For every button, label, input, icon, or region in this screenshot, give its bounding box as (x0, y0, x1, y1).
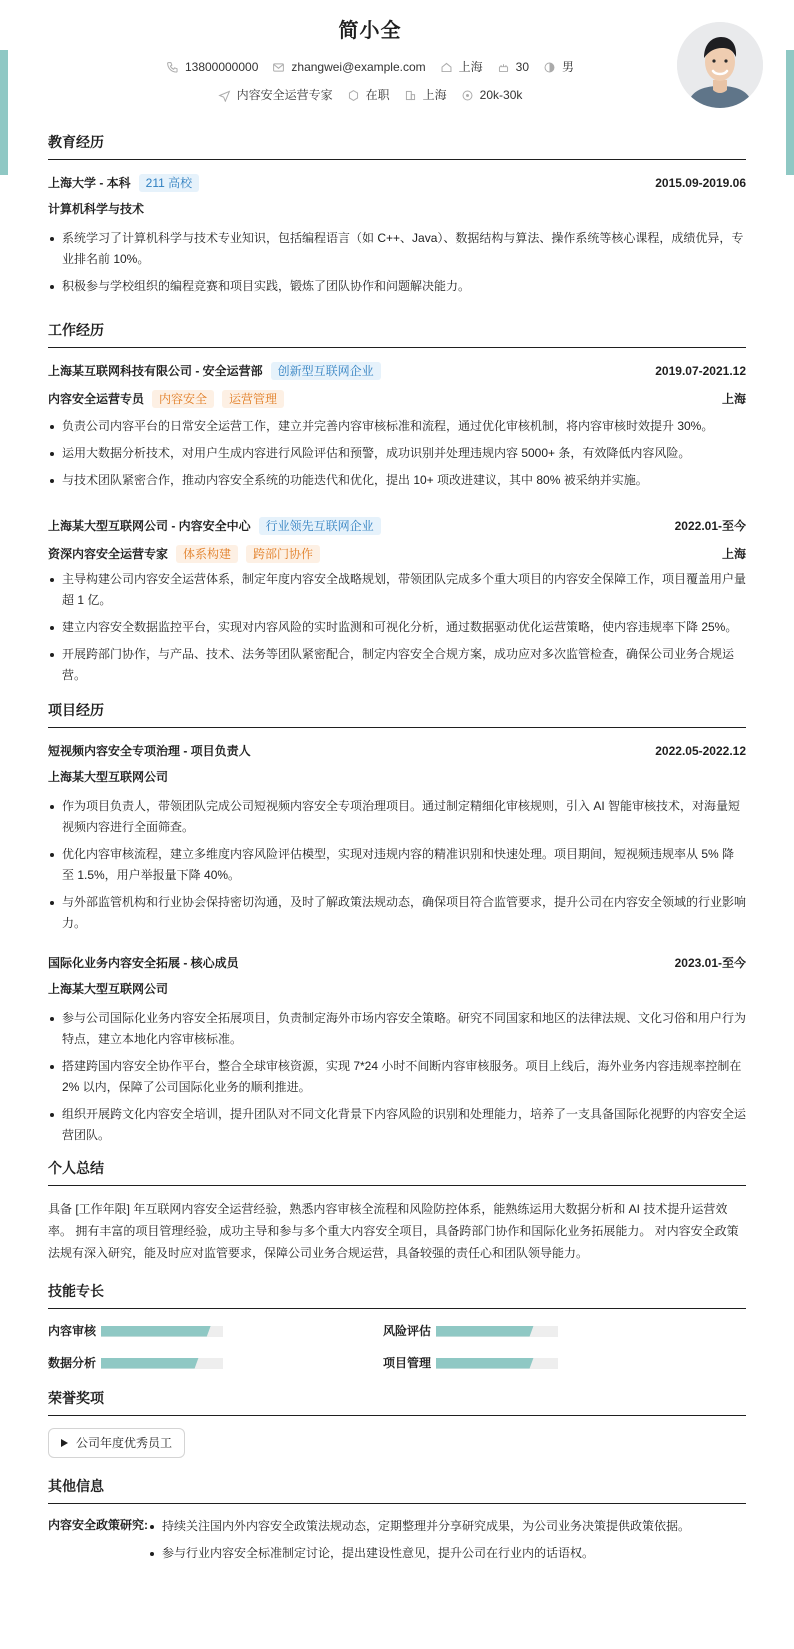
contact-email (272, 58, 425, 76)
contact-salary (461, 86, 523, 104)
skill-fill (101, 1358, 199, 1369)
job-location: 上海 (721, 547, 746, 561)
resume-header (0, 0, 794, 125)
summary-text: 具备 [工作年限] 年互联网内容安全运营经验，熟悉内容审核全流程和风险防控体系，能熟练运用大数据分析和 AI 技术提升运营效率。 拥有丰富的项目管理经验，成功主导和参与多个重大内容安全项目，具备跨部门协作和国际化业务拓展能力。 对内容安全政策法规有深入研究，能及时应对监管要求，保障公司业务合规运营，具备较强的责任心和团队领导能力。 (48, 1202, 739, 1260)
education-period: 2015.09-2019.06 (655, 176, 746, 190)
location-text: 上海 (458, 60, 483, 74)
education-header-row (48, 172, 746, 194)
job-header-row (48, 515, 746, 537)
school-name: 上海大学 - 本科 (48, 176, 131, 190)
job-bullets (48, 569, 746, 686)
job-role: 资深内容安全运营专家 (48, 547, 169, 561)
job-role: 内容安全运营专员 (48, 392, 145, 406)
salary-text: 20k-30k (479, 88, 523, 102)
candidate-name: 简小全 (338, 20, 402, 42)
contact-location (440, 58, 483, 76)
skill-item (48, 1321, 383, 1341)
skill-item (48, 1353, 383, 1373)
list-item: 作为项目负责人，带领团队完成公司短视频内容安全专项治理项目。通过制定精细化审核规则，引入 AI 智能审核技术，对海量短视频内容进行全面筛查。 (48, 796, 746, 838)
money-icon (461, 89, 474, 102)
work-entry (48, 360, 746, 505)
other-row (48, 1516, 746, 1570)
other-bullets (148, 1516, 746, 1570)
mail-icon (272, 61, 285, 74)
list-item: 组织开展跨文化内容安全培训，提升团队对不同文化背景下内容风险的识别和处理能力，培养了一支具备国际化视野的内容安全运营团队。 (48, 1104, 746, 1146)
list-item: 与技术团队紧密合作，推动内容安全系统的功能迭代和优化，提出 10+ 项改进建议，其中 80% 被采纳并实施。 (48, 470, 746, 491)
skill-name: 项目管理 (383, 1356, 432, 1370)
company-name: 上海某大型互联网公司 - 内容安全中心 (48, 519, 251, 533)
list-item: 主导构建公司内容安全运营体系，制定年度内容安全战略规划，带领团队完成多个重大项目的内容安全保障工作，项目覆盖用户量超 1 亿。 (48, 569, 746, 611)
job-bullets (48, 416, 746, 491)
school-tag: 211 高校 (139, 174, 199, 192)
send-icon (218, 89, 231, 102)
role-tag: 跨部门协作 (246, 545, 320, 563)
contact-phone (166, 58, 258, 76)
skill-name: 风险评估 (383, 1324, 432, 1338)
award-label: 公司年度优秀员工 (76, 1436, 173, 1450)
city-text: 上海 (422, 88, 447, 102)
list-item: 建立内容安全数据监控平台，实现对内容风险的实时监测和可视化分析，通过数据驱动优化运营策略，使内容违规率下降 25%。 (48, 617, 746, 638)
skills-grid (48, 1321, 746, 1373)
skill-item (383, 1353, 718, 1373)
contact-row-1 (0, 58, 740, 76)
section-title-projects: 项目经历 (48, 700, 746, 728)
skill-name: 数据分析 (48, 1356, 97, 1370)
summary-section (48, 1158, 746, 1281)
contact-gender (543, 58, 574, 76)
section-title-education: 教育经历 (48, 132, 746, 160)
status-text: 在职 (365, 88, 390, 102)
section-title-work: 工作经历 (48, 320, 746, 348)
project-bullets (48, 1008, 746, 1146)
email-address: zhangwei@example.com (291, 60, 426, 74)
job-role-row (48, 543, 746, 565)
company-name: 上海某互联网科技有限公司 - 安全运营部 (48, 364, 263, 378)
building-icon (404, 89, 417, 102)
phone-icon (166, 61, 179, 74)
avatar (677, 22, 763, 108)
skill-bar (101, 1326, 223, 1337)
resume-content (48, 132, 746, 1570)
project-name: 短视频内容安全专项治理 - 项目负责人 (48, 744, 251, 758)
list-item: 搭建跨国内容安全协作平台，整合全球审核资源，实现 7*24 小时不间断内容审核服务。项目上线后，海外业务内容违规率控制在 2% 以内，保障了公司国际化业务的顺利推进。 (48, 1056, 746, 1098)
contact-age (497, 58, 529, 76)
home-icon (440, 61, 453, 74)
gender-icon (543, 61, 556, 74)
project-period: 2023.01-至今 (674, 956, 746, 970)
list-item: 优化内容审核流程，建立多维度内容风险评估模型，实现对违规内容的精准识别和快速处理。项目期间，短视频违规率从 5% 降至 1.5%，用户举报量下降 40%。 (48, 844, 746, 886)
list-item: 与外部监管机构和行业协会保持密切沟通，及时了解政策法规动态，确保项目符合监管要求，提升公司在内容安全领域的行业影响力。 (48, 892, 746, 934)
age-icon (497, 61, 510, 74)
skill-item (383, 1321, 718, 1341)
project-name: 国际化业务内容安全拓展 - 核心成员 (48, 956, 239, 970)
project-org: 上海某大型互联网公司 (48, 770, 169, 784)
role-tag: 体系构建 (176, 545, 238, 563)
work-section (48, 320, 746, 700)
education-major: 计算机科学与技术 (48, 202, 145, 216)
project-entry (48, 952, 746, 1146)
list-item: 运用大数据分析技术，对用户生成内容进行风险评估和预警，成功识别并处理违规内容 5000+ 条，有效降低内容风险。 (48, 443, 746, 464)
list-item: 负责公司内容平台的日常安全运营工作，建立并完善内容审核标准和流程，通过优化审核机制，将内容审核时效提升 30%。 (48, 416, 746, 437)
education-section (48, 132, 746, 320)
other-section (48, 1476, 746, 1570)
skills-section (48, 1281, 746, 1388)
education-bullets (48, 228, 746, 297)
status-icon (347, 89, 360, 102)
contact-row-2 (0, 86, 740, 104)
section-title-summary: 个人总结 (48, 1158, 746, 1186)
skill-fill (436, 1326, 534, 1337)
contact-city (404, 86, 447, 104)
phone-number: 13800000000 (184, 60, 259, 74)
job-period: 2022.01-至今 (674, 519, 746, 533)
avatar-photo (677, 22, 763, 108)
company-tag: 创新型互联网企业 (271, 362, 381, 380)
position-text: 内容安全运营专家 (236, 88, 333, 102)
project-header-row (48, 952, 746, 974)
project-header-row (48, 740, 746, 762)
skill-fill (436, 1358, 534, 1369)
other-label: 内容安全政策研究: (48, 1518, 148, 1532)
project-org: 上海某大型互联网公司 (48, 982, 169, 996)
list-item: 积极参与学校组织的编程竞赛和项目实践，锻炼了团队协作和问题解决能力。 (48, 276, 746, 297)
list-item: 开展跨部门协作，与产品、技术、法务等团队紧密配合，制定内容安全合规方案，成功应对多次监管检查，确保公司业务合规运营。 (48, 644, 746, 686)
skill-bar (436, 1326, 558, 1337)
honors-section (48, 1388, 746, 1476)
company-tag: 行业领先互联网企业 (259, 517, 381, 535)
projects-section (48, 700, 746, 1158)
section-title-honors: 荣誉奖项 (48, 1388, 746, 1416)
list-item: 参与公司国际化业务内容安全拓展项目，负责制定海外市场内容安全策略。研究不同国家和地区的法律法规、文化习俗和用户行为特点，建立本地化内容审核标准。 (48, 1008, 746, 1050)
contact-position (218, 86, 333, 104)
role-tag: 内容安全 (152, 390, 214, 408)
work-entry (48, 515, 746, 686)
play-icon (61, 1439, 68, 1447)
job-location: 上海 (721, 392, 746, 406)
project-bullets (48, 796, 746, 934)
list-item: 系统学习了计算机科学与技术专业知识，包括编程语言（如 C++、Java）、数据结构与算法、操作系统等核心课程，成绩优异，专业排名前 10%。 (48, 228, 746, 270)
list-item: 持续关注国内外内容安全政策法规动态，定期整理并分享研究成果，为公司业务决策提供政策依据。 (148, 1516, 746, 1537)
gender-text: 男 (562, 60, 575, 74)
section-title-other: 其他信息 (48, 1476, 746, 1504)
award-item[interactable] (48, 1428, 185, 1458)
contact-status (347, 86, 390, 104)
skill-bar (101, 1358, 223, 1369)
education-entry (48, 172, 746, 297)
skill-bar (436, 1358, 558, 1369)
job-header-row (48, 360, 746, 382)
skill-fill (101, 1326, 211, 1337)
job-period: 2019.07-2021.12 (655, 364, 746, 378)
skill-name: 内容审核 (48, 1324, 97, 1338)
project-period: 2022.05-2022.12 (655, 744, 746, 758)
age-text: 30 (515, 60, 530, 74)
list-item: 参与行业内容安全标准制定讨论，提出建设性意见，提升公司在行业内的话语权。 (148, 1543, 746, 1564)
role-tag: 运营管理 (222, 390, 284, 408)
project-entry (48, 740, 746, 942)
section-title-skills: 技能专长 (48, 1281, 746, 1309)
job-role-row (48, 388, 746, 410)
